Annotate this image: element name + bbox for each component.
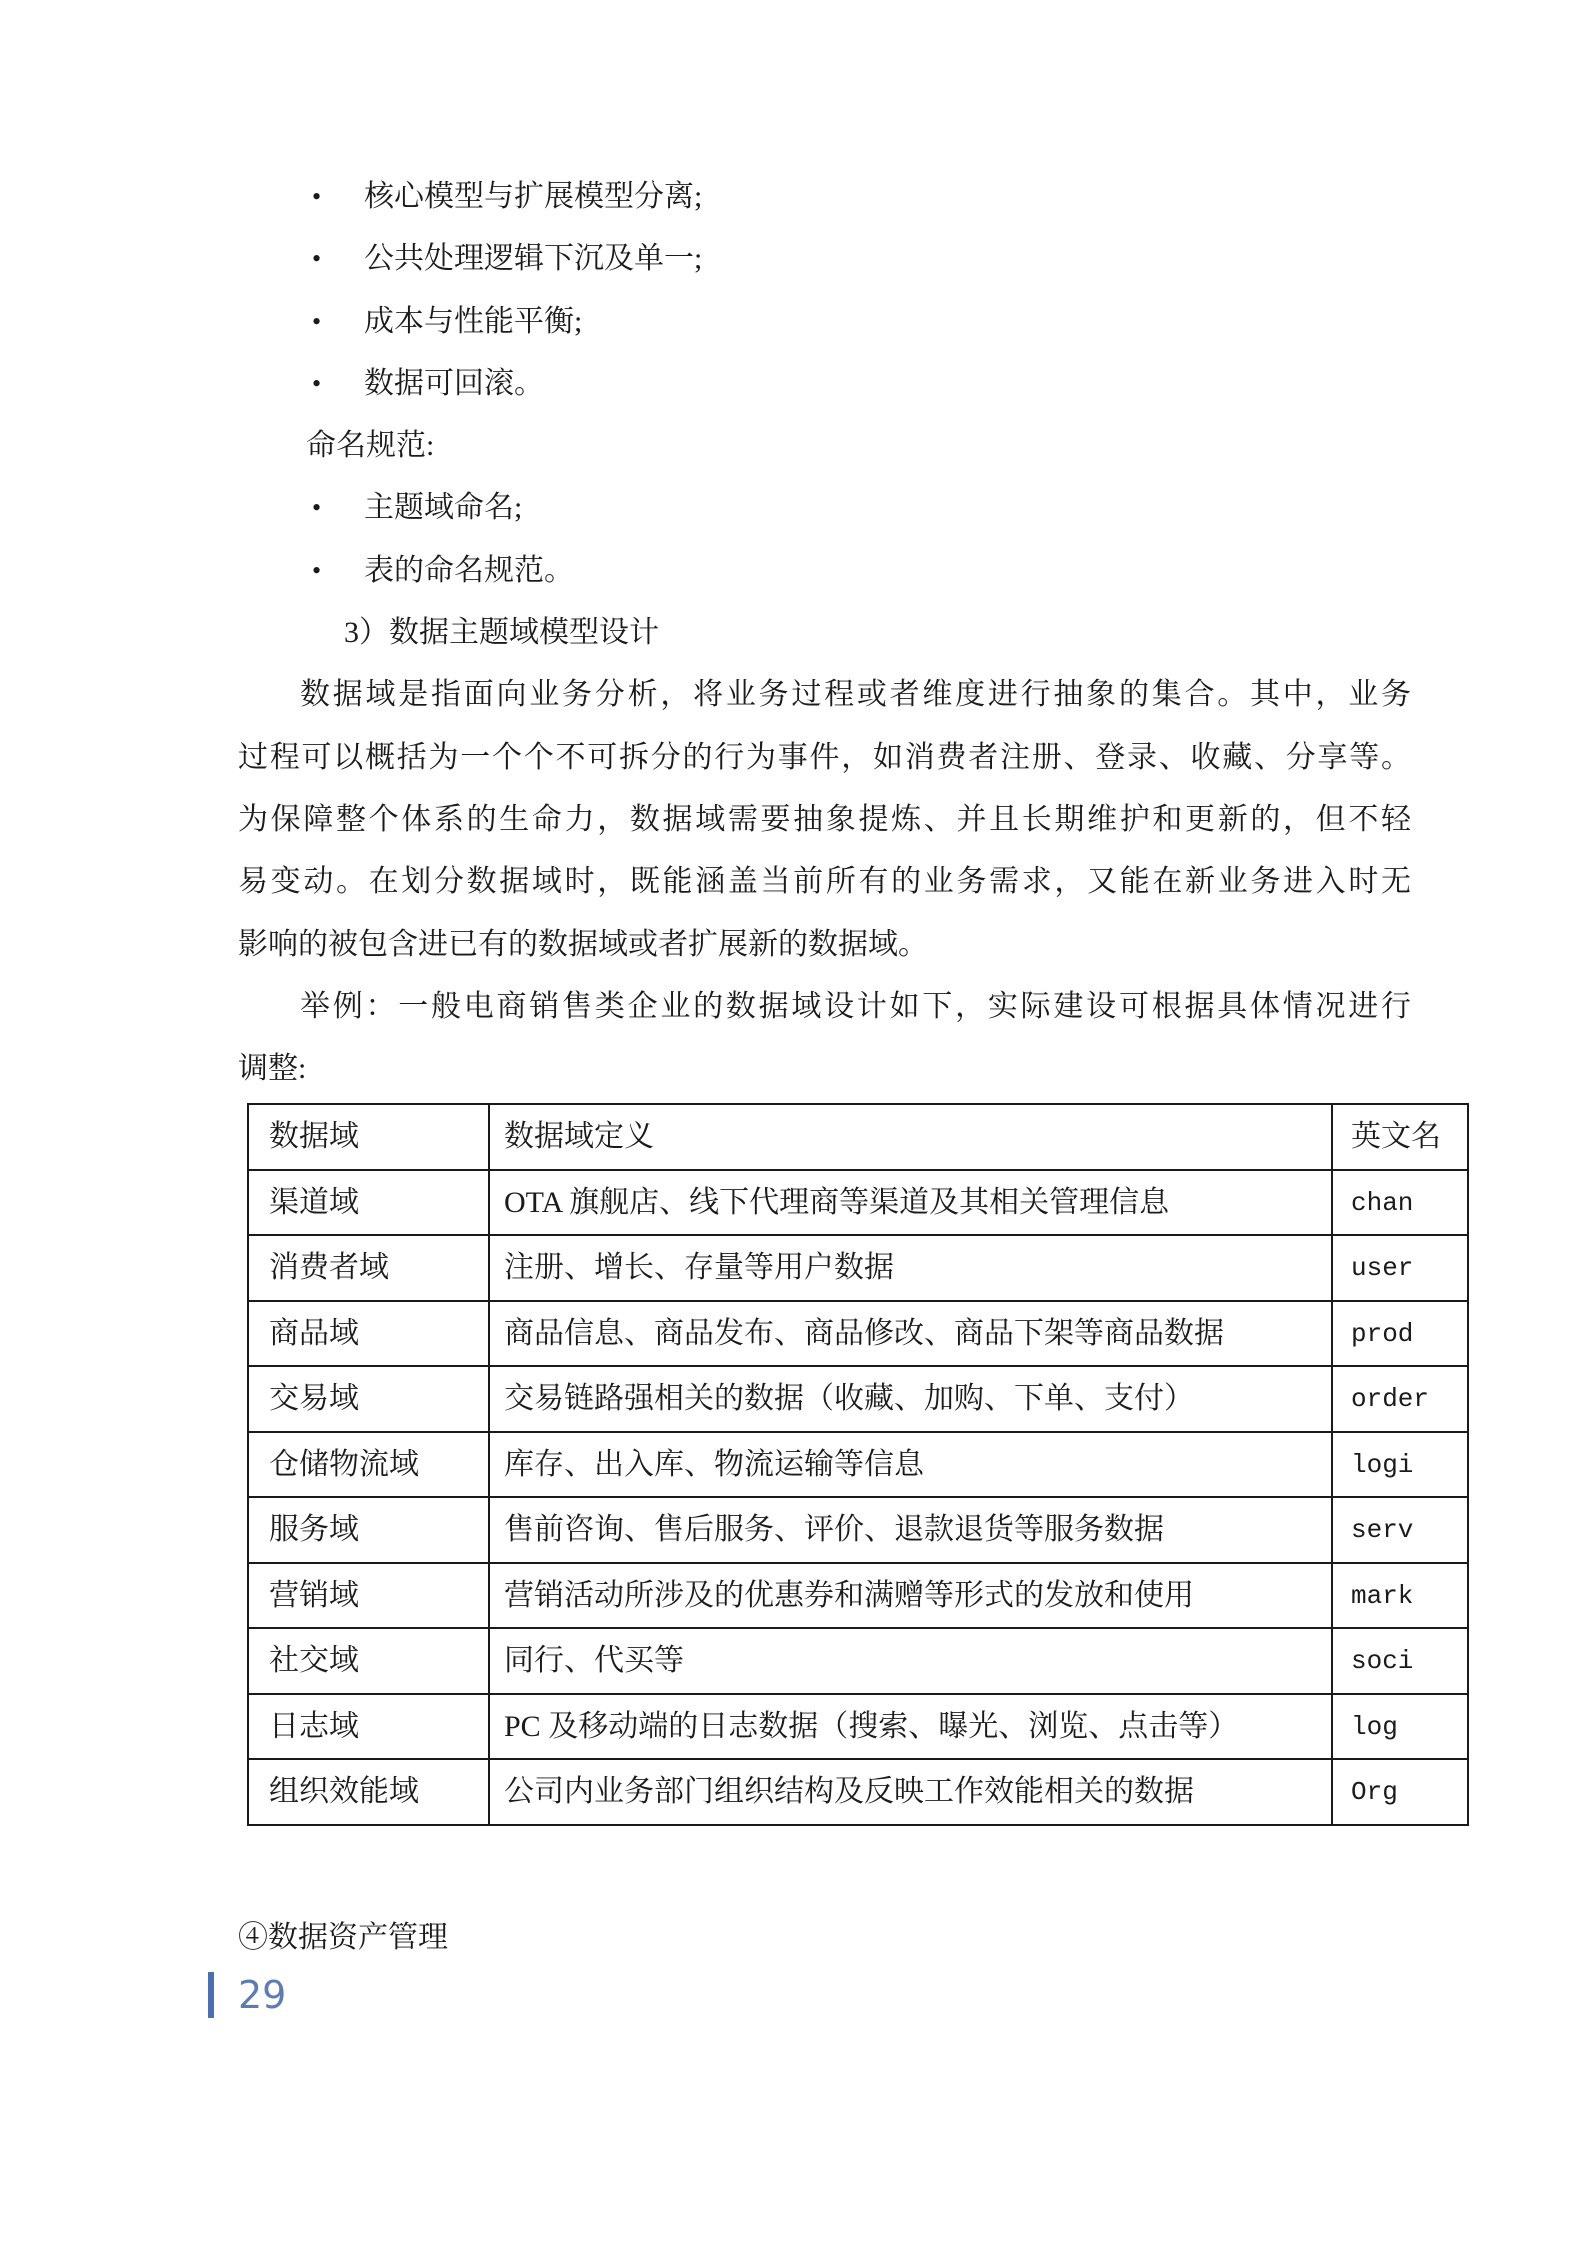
cell-english-name: serv [1332, 1497, 1468, 1563]
table-row [248, 1432, 1468, 1498]
cell-english-name: Org [1332, 1759, 1468, 1825]
table-row [248, 1235, 1468, 1301]
cell-definition: 售前咨询、售后服务、评价、退款退货等服务数据 [489, 1497, 1332, 1563]
header-definition: 数据域定义 [489, 1104, 1332, 1170]
cell-english-name: chan [1332, 1170, 1468, 1236]
naming-bullet-list [238, 477, 1411, 602]
footer-accent-bar [208, 1972, 214, 2018]
list-item [238, 228, 1411, 290]
paragraph-line: 过程可以概括为一个个不可拆分的行为事件，如消费者注册、登录、收藏、分享等。 [238, 740, 1411, 774]
paragraph-line: 影响的被包含进已有的数据域或者扩展新的数据域。 [238, 927, 928, 961]
paragraph-line: 举例：一般电商销售类企业的数据域设计如下，实际建设可根据具体情况进行 [300, 989, 1411, 1023]
bullet-icon: • [312, 368, 322, 398]
table-row [248, 1497, 1468, 1563]
cell-definition: 营销活动所涉及的优惠券和满赠等形式的发放和使用 [489, 1563, 1332, 1629]
cell-domain: 交易域 [248, 1366, 489, 1432]
data-domain-table [247, 1103, 1469, 1826]
list-item [238, 353, 1411, 415]
cell-english-name: order [1332, 1366, 1468, 1432]
cell-domain: 仓储物流域 [248, 1432, 489, 1498]
table-row [248, 1301, 1468, 1367]
table-header-row [248, 1104, 1468, 1170]
bullet-icon: • [312, 493, 322, 523]
table-body [248, 1170, 1468, 1825]
list-item [238, 166, 1411, 228]
page-content [238, 166, 1441, 1969]
paragraph-line: 数据域是指面向业务分析，将业务过程或者维度进行抽象的集合。其中，业务 [300, 678, 1411, 712]
table-row [248, 1694, 1468, 1760]
page-number: 29 [238, 1973, 287, 2017]
cell-definition: 注册、增长、存量等用户数据 [489, 1235, 1332, 1301]
cell-definition: 同行、代买等 [489, 1628, 1332, 1694]
table-row [248, 1759, 1468, 1825]
cell-definition: 公司内业务部门组织结构及反映工作效能相关的数据 [489, 1759, 1332, 1825]
cell-english-name: user [1332, 1235, 1468, 1301]
cell-definition: 库存、出入库、物流运输等信息 [489, 1432, 1332, 1498]
bullet-icon: • [312, 244, 322, 274]
header-english-name: 英文名 [1332, 1104, 1468, 1170]
table-row [248, 1170, 1468, 1236]
list-item-text: 核心模型与扩展模型分离; [364, 180, 703, 213]
cell-domain: 日志域 [248, 1694, 489, 1760]
cell-domain: 服务域 [248, 1497, 489, 1563]
table-header [248, 1104, 1468, 1170]
table-row [248, 1628, 1468, 1694]
paragraph-2 [238, 976, 1411, 1101]
list-item-text: 公共处理逻辑下沉及单一; [364, 242, 703, 276]
list-item-text: 表的命名规范。 [364, 553, 574, 587]
cell-domain: 组织效能域 [248, 1759, 489, 1825]
cell-english-name: mark [1332, 1563, 1468, 1629]
list-item [238, 540, 1411, 602]
paragraph-line: 易变动。在划分数据域时，既能涵盖当前所有的业务需求，又能在新业务进入时无 [238, 865, 1411, 899]
intro-bullet-list [238, 166, 1411, 415]
paragraph-line: 为保障整个体系的生命力，数据域需要抽象提炼、并且长期维护和更新的，但不轻 [238, 802, 1411, 836]
list-item-text: 主题域命名; [364, 491, 523, 525]
cell-domain: 营销域 [248, 1563, 489, 1629]
bullet-icon: • [312, 182, 322, 211]
list-item [238, 291, 1411, 353]
cell-definition: OTA 旗舰店、线下代理商等渠道及其相关管理信息 [489, 1170, 1332, 1236]
naming-rules-label: 命名规范: [306, 429, 435, 463]
cell-domain: 消费者域 [248, 1235, 489, 1301]
section4-heading: ④数据资产管理 [238, 1920, 448, 1954]
section3-heading: 3）数据主题域模型设计 [344, 616, 659, 650]
list-item [238, 477, 1411, 539]
cell-definition: 商品信息、商品发布、商品修改、商品下架等商品数据 [489, 1301, 1332, 1367]
header-domain: 数据域 [248, 1104, 489, 1170]
cell-english-name: logi [1332, 1432, 1468, 1498]
bullet-icon: • [312, 306, 322, 336]
cell-definition: PC 及移动端的日志数据（搜索、曝光、浏览、点击等） [489, 1694, 1332, 1760]
cell-definition: 交易链路强相关的数据（收藏、加购、下单、支付） [489, 1366, 1332, 1432]
cell-domain: 渠道域 [248, 1170, 489, 1236]
cell-domain: 社交域 [248, 1628, 489, 1694]
cell-english-name: log [1332, 1694, 1468, 1760]
bullet-icon: • [312, 555, 322, 585]
cell-english-name: soci [1332, 1628, 1468, 1694]
table-row [248, 1563, 1468, 1629]
list-item-text: 数据可回滚。 [364, 366, 544, 400]
paragraph-line: 调整: [238, 1052, 307, 1086]
cell-english-name: prod [1332, 1301, 1468, 1367]
list-item-text: 成本与性能平衡; [364, 304, 583, 338]
cell-domain: 商品域 [248, 1301, 489, 1367]
table-row [248, 1366, 1468, 1432]
paragraph-1 [238, 664, 1411, 975]
